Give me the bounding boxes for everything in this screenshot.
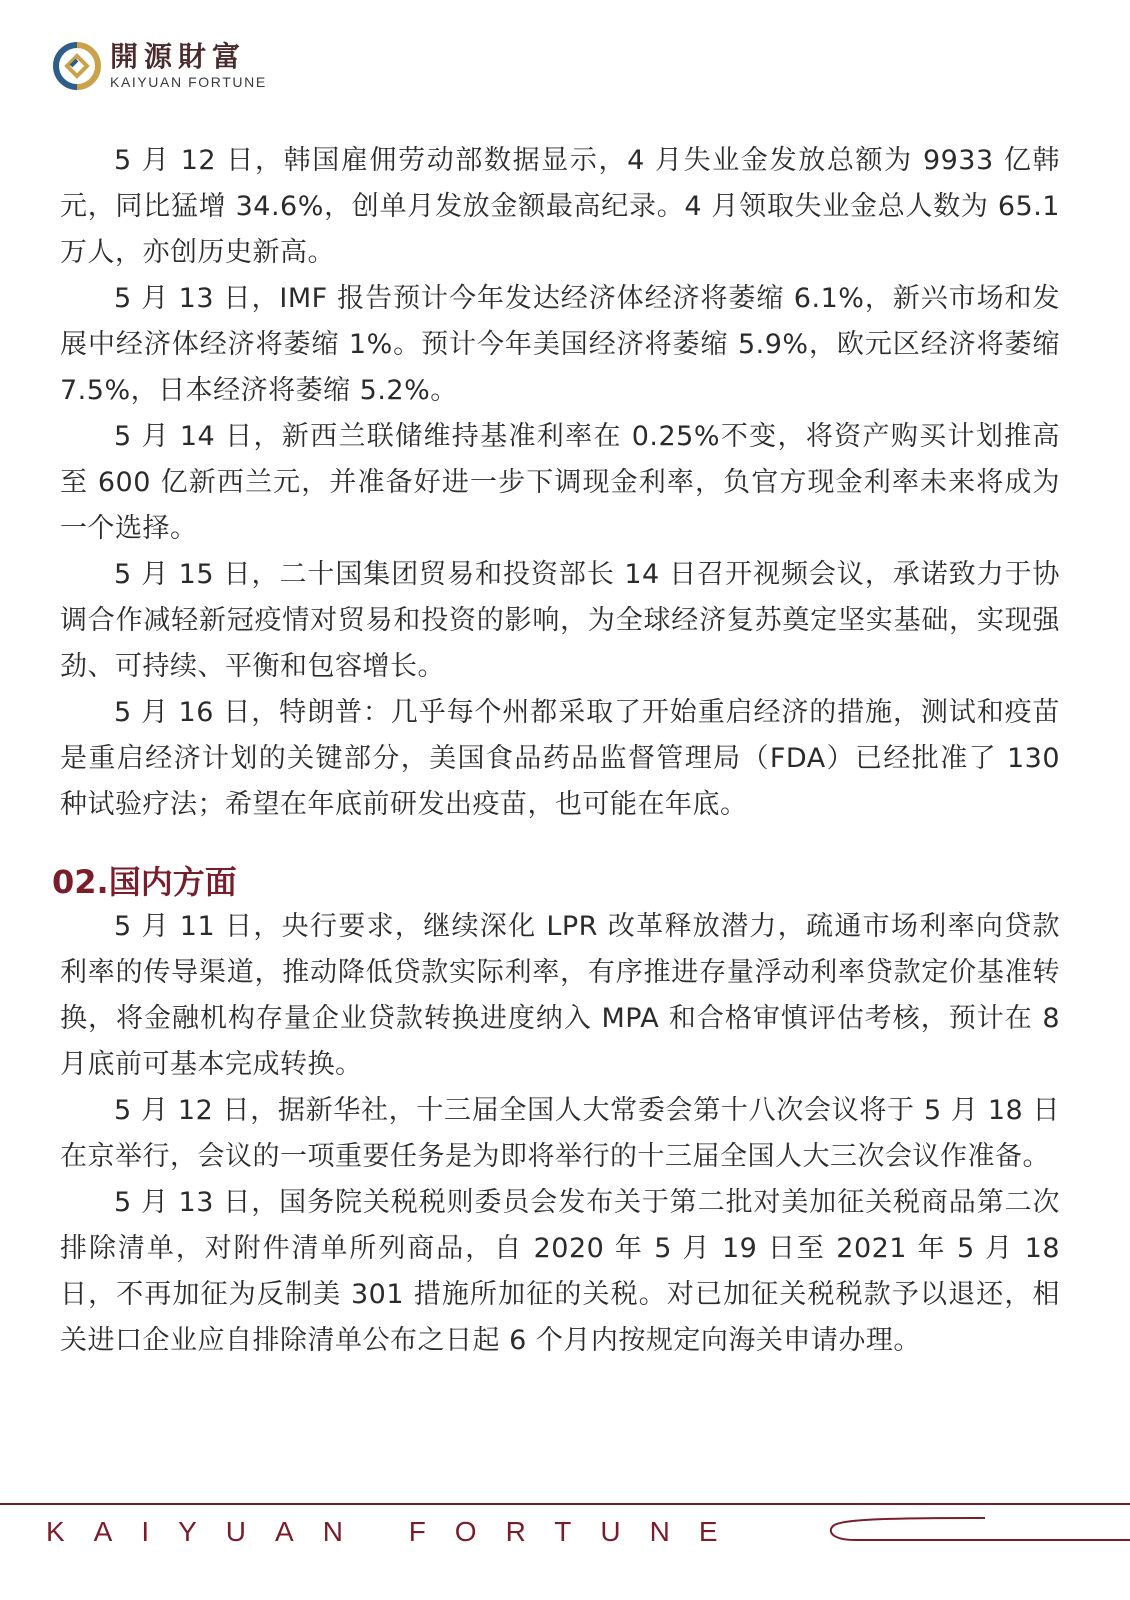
logo-chinese-name: 開源財富 — [110, 40, 247, 73]
footer-brand: KAIYUAN FORTUNE — [46, 1516, 747, 1547]
footer-divider — [0, 1503, 1130, 1505]
article-body — [52, 138, 1060, 1364]
paragraph: 5 月 12 日，据新华社，十三届全国人大常委会第十八次会议将于 5 月 18 日在京举行，会议的一项重要任务是为即将举行的十三届全国人大三次会议作准备。 — [60, 1095, 1060, 1172]
logo-english-name: KAIYUAN FORTUNE — [110, 74, 267, 90]
section-title: 02.国内方面 — [52, 863, 237, 901]
paragraph: 5 月 16 日，特朗普：几乎每个州都采取了开始重启经济的措施，测试和疫苗是重启经济计划的关键部分，美国食品药品监督管理局（FDA）已经批准了 130 种试验疗法；希望在年底前研发出疫苗，也可能在年底。 — [60, 697, 1060, 820]
paragraph: 5 月 12 日，韩国雇佣劳动部数据显示，4 月失业金发放总额为 9933 亿韩元，同比猛增 34.6%，创单月发放金额最高纪录。4 月领取失业金总人数为 65.1 万人，亦创历史新高。 — [60, 145, 1060, 268]
header — [52, 38, 267, 94]
paragraph: 5 月 13 日，国务院关税税则委员会发布关于第二批对美加征关税商品第二次排除清单，对附件清单所列商品，自 2020 年 5 月 19 日至 2021 年 5 月 18 日，不再加征为反制美 301 措施所加征的关税。对已加征关税税款予以退还，相关进口企业应自排除清单公布之日起 6 个月内按规定向海关申请办理。 — [60, 1187, 1060, 1356]
footer-swoosh-icon — [815, 1510, 1130, 1552]
logo-text — [110, 41, 267, 91]
paragraph: 5 月 14 日，新西兰联储维持基准利率在 0.25%不变，将资产购买计划推高至 600 亿新西兰元，并准备好进一步下调现金利率，负官方现金利率未来将成为一个选择。 — [60, 421, 1060, 544]
paragraph: 5 月 13 日，IMF 报告预计今年发达经济体经济将萎缩 6.1%，新兴市场和发展中经济体经济将萎缩 1%。预计今年美国经济将萎缩 5.9%，欧元区经济将萎缩 7.5%，日本经济将萎缩 5.2%。 — [60, 283, 1060, 406]
paragraph: 5 月 11 日，央行要求，继续深化 LPR 改革释放潜力，疏通市场利率向贷款利率的传导渠道，推动降低贷款实际利率，有序推进存量浮动利率贷款定价基准转换，将金融机构存量企业贷款转换进度纳入 MPA 和合格审慎评估考核，预计在 8 月底前可基本完成转换。 — [60, 911, 1060, 1080]
paragraph: 5 月 15 日，二十国集团贸易和投资部长 14 日召开视频会议，承诺致力于协调合作减轻新冠疫情对贸易和投资的影响，为全球经济复苏奠定坚实基础，实现强劲、可持续、平衡和包容增长。 — [60, 559, 1060, 682]
kaiyuan-logo-icon — [52, 41, 102, 91]
